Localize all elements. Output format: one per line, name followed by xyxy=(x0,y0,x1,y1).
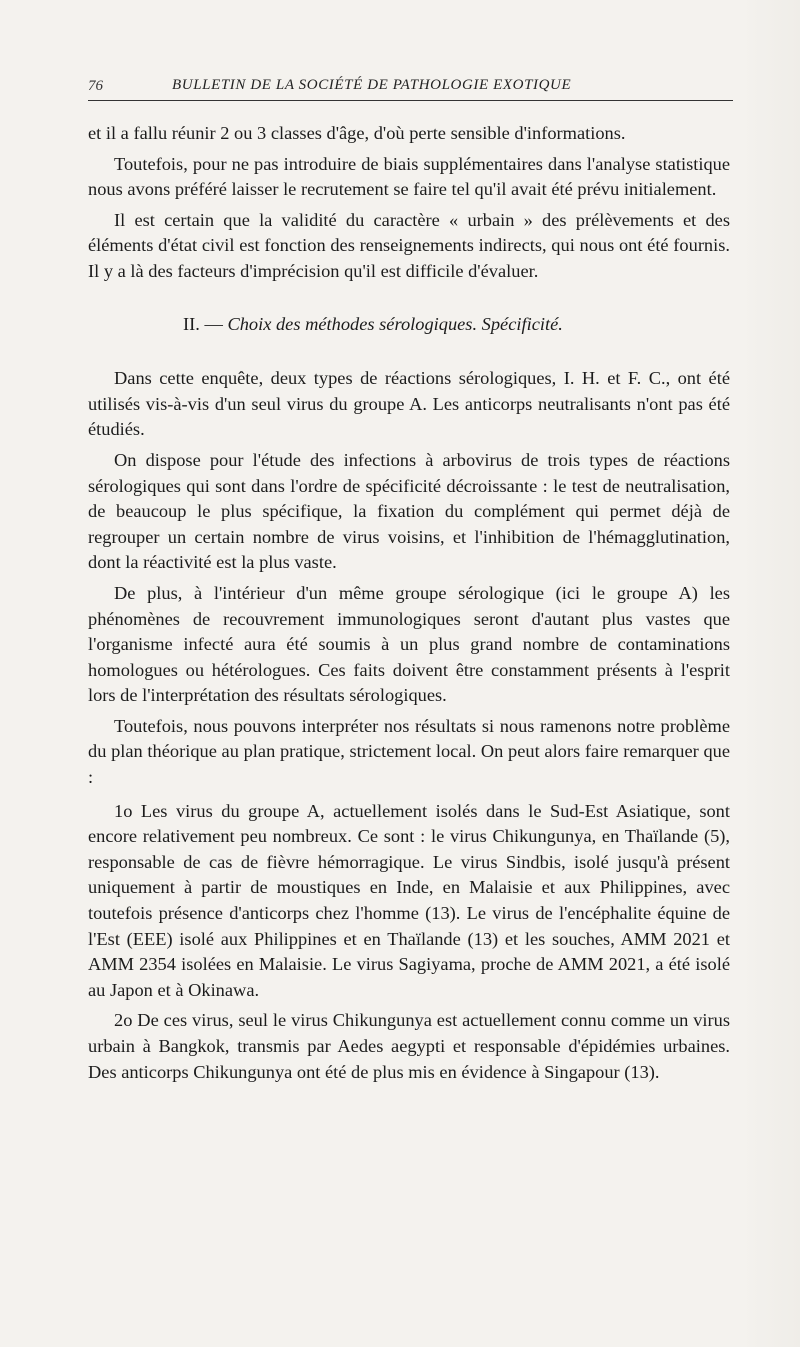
page-number: 76 xyxy=(88,78,103,94)
paragraph: Toutefois, pour ne pas introduire de biais supplémentaires dans l'analyse statistique nous avons préféré laisser le recrutement se faire tel qu'il avait été prévu initialement. xyxy=(88,153,730,200)
running-header xyxy=(88,76,733,101)
running-title: BULLETIN DE LA SOCIÉTÉ DE PATHOLOGIE EXOTIQUE xyxy=(172,77,572,93)
paragraph: Dans cette enquête, deux types de réactions sérologiques, I. H. et F. C., ont été utilisés vis-à-vis d'un seul virus du groupe A. Les anticorps neutralisants n'ont pas été étudiés. xyxy=(88,368,730,440)
section-heading xyxy=(88,312,730,338)
paragraph-continuation: et il a fallu réunir 2 ou 3 classes d'âge, d'où perte sensible d'informations. xyxy=(88,123,626,143)
list-item: 2o De ces virus, seul le virus Chikungunya est actuellement connu comme un virus urbain à Bangkok, transmis par Aedes aegypti et responsable d'épidémies urbaines. Des anticorps Chikungunya ont été de plus mis en évidence à Singapour (13). xyxy=(88,1010,730,1082)
list-item: 1o Les virus du groupe A, actuellement isolés dans le Sud-Est Asiatique, sont encore relativement peu nombreux. Ce sont : le virus Chikungunya, en Thaïlande (5), responsable de cas de fièvre hémorragique. Le virus Sindbis, isolé jusqu'à présent uniquement à partir de moustiques en Inde, en Malaisie et aux Philippines, avec toutefois présence d'anticorps chez l'homme (13). Le virus de l'encéphalite équine de l'Est (EEE) isolé aux Philippines et en Thaïlande (13) et les souches, AMM 2021 et AMM 2354 isolées en Malaisie. Le virus Sagiyama, proche de AMM 2021, a été isolé au Japon et à Okinawa. xyxy=(88,800,730,1000)
section-number: II. — xyxy=(183,313,223,334)
paragraph: On dispose pour l'étude des infections à arbovirus de trois types de réactions sérologiques qui sont dans l'ordre de spécificité décroissante : le test de neutralisation, de beaucoup le plus spécifique, la fixation du complément qui permet déjà de regrouper un certain nombre de virus voisins, et l'inhibition de l'hémagglutination, dont la réactivité est la plus vaste. xyxy=(88,449,730,573)
paragraph: Toutefois, nous pouvons interpréter nos résultats si nous ramenons notre problème du plan théorique au plan pratique, strictement local. On peut alors faire remarquer que : xyxy=(88,715,730,788)
page-edge-shading xyxy=(740,0,800,1347)
paragraph: Il est certain que la validité du caractère « urbain » des prélèvements et des éléments d'état civil est fonction des renseignements indirects, qui nous ont été fournis. Il y a là des facteurs d'imprécision qu'il est difficile d'évaluer. xyxy=(88,209,730,281)
paragraph: De plus, à l'intérieur d'un même groupe sérologique (ici le groupe A) les phénomènes de recouvrement immunologiques seront d'autant plus vastes que l'organisme infecté aura été soumis à un plus grand nombre de contaminations homologues ou hétérologues. Ces faits doivent être constamment présents à l'esprit lors de l'interprétation des résultats sérologiques. xyxy=(88,582,730,706)
section-title: Choix des méthodes sérologiques. Spécificité. xyxy=(227,313,563,334)
article-body xyxy=(88,121,730,1090)
